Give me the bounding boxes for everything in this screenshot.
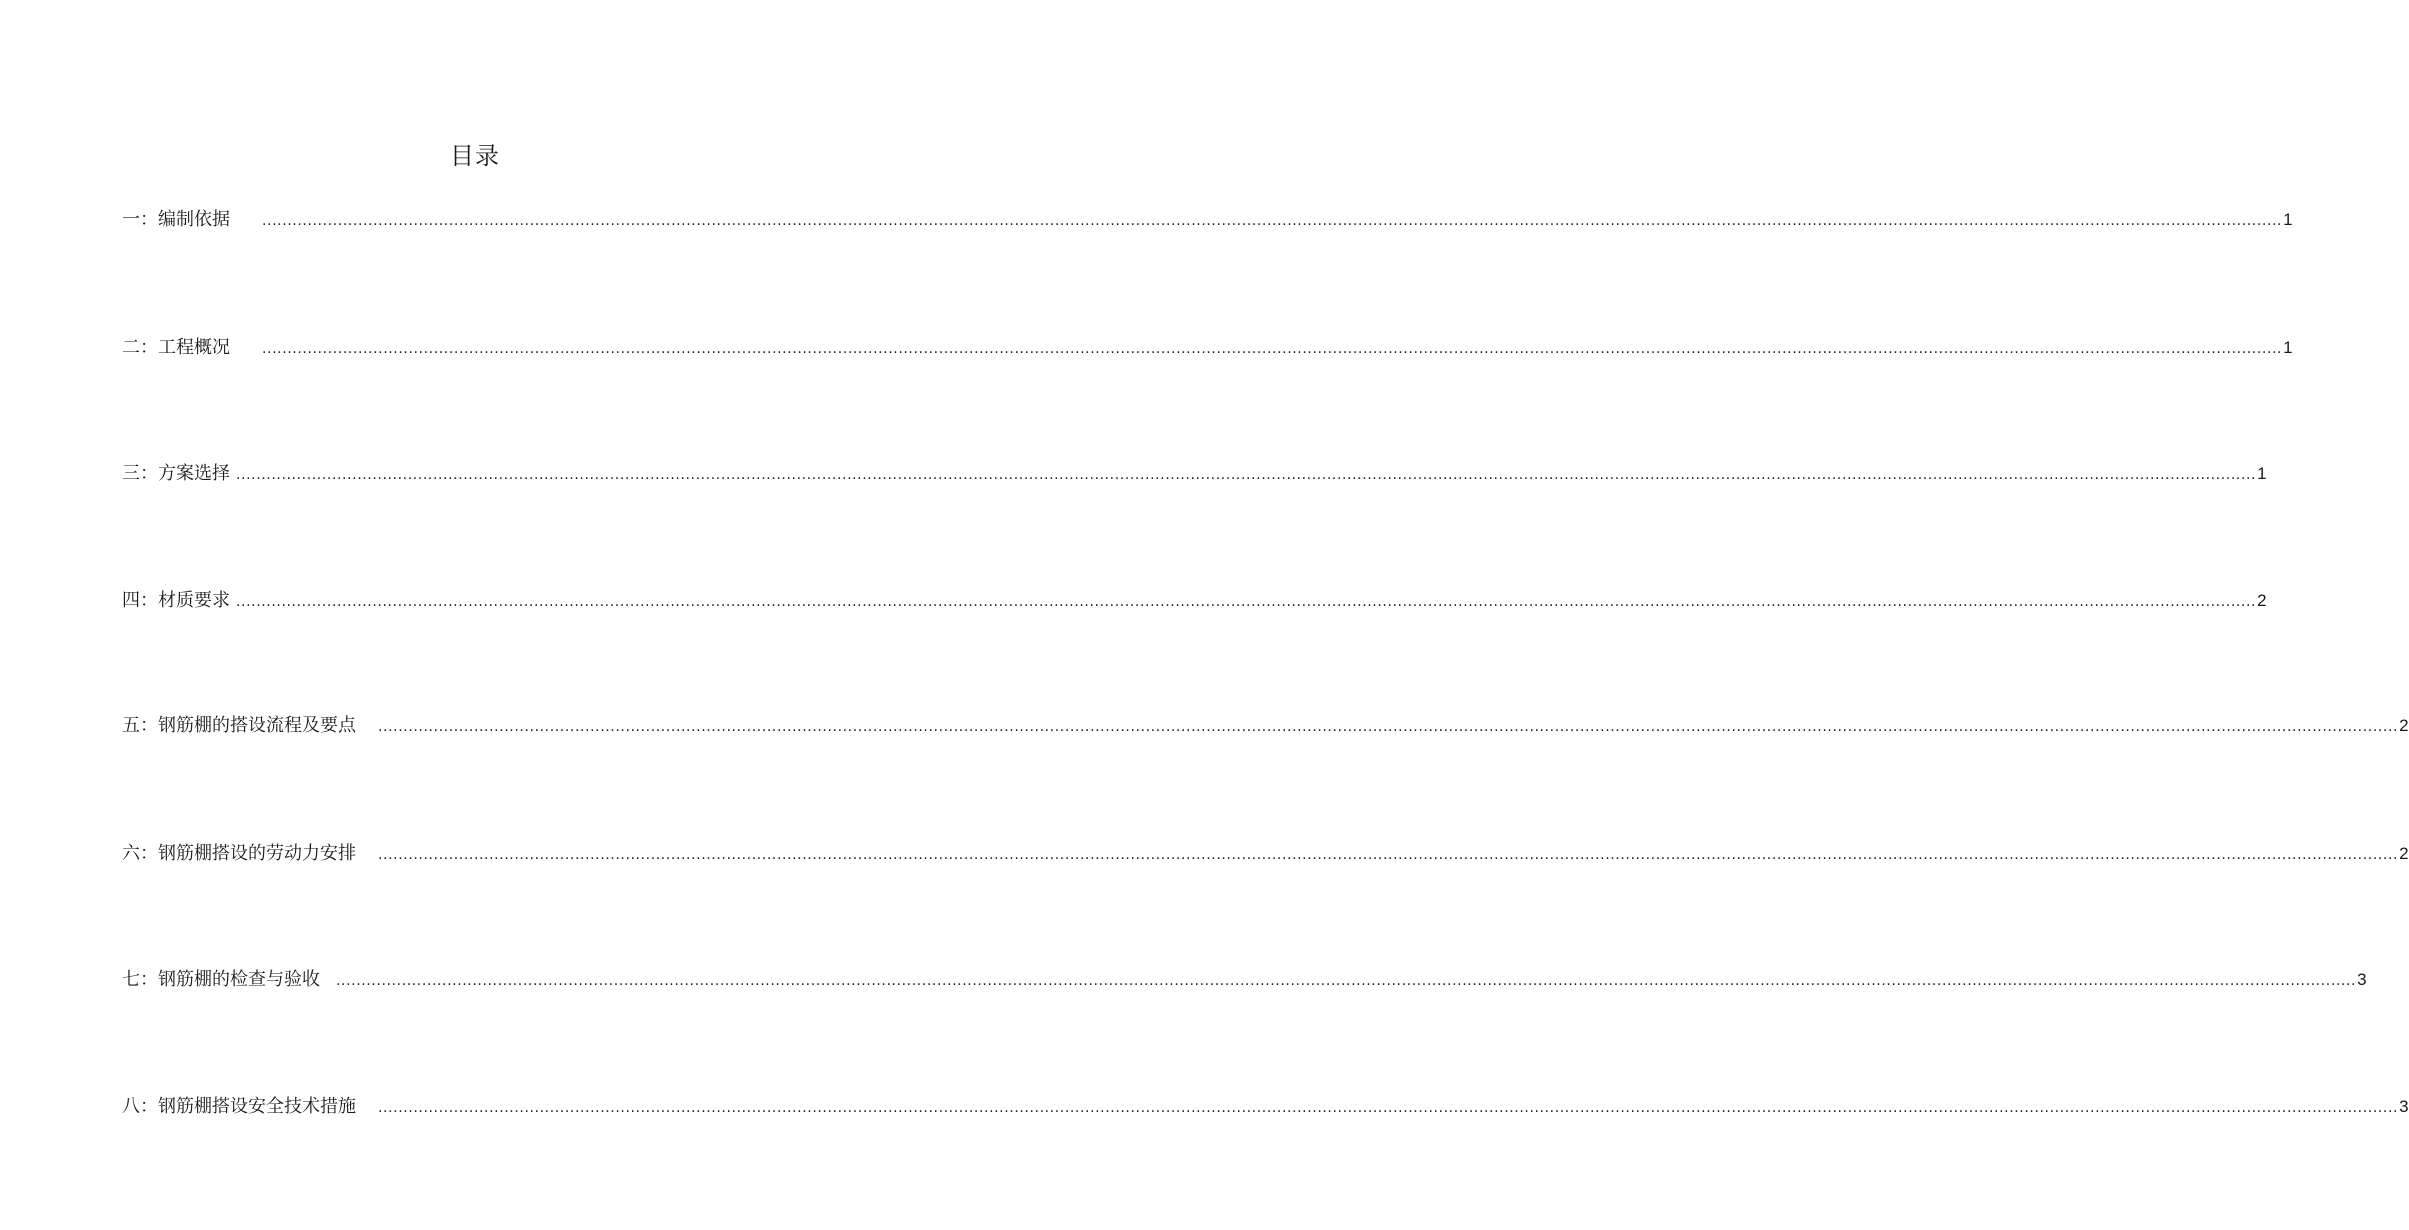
toc-leader-dots: ................................................................................................................................................................................................................................................................................................................................................................................................................	[262, 341, 2283, 357]
toc-page-number: 3	[2399, 1097, 2409, 1116]
toc-leader-dots: ................................................................................................................................................................................................................................................................................................................................................................................................................	[262, 213, 2283, 229]
toc-page-number: 1	[2283, 210, 2293, 229]
toc-entry-label: 七：钢筋棚的检查与验收	[122, 969, 320, 990]
toc-page-number: 3	[2357, 970, 2367, 989]
toc-entry-7[interactable]	[122, 968, 2367, 992]
toc-entry-2[interactable]	[122, 336, 2293, 360]
toc-entry-label: 二：工程概况	[122, 337, 230, 358]
toc-leader-dots: ................................................................................................................................................................................................................................................................................................................................................................................................................	[336, 973, 2357, 989]
toc-entry-5[interactable]	[122, 714, 2409, 738]
toc-entry-8[interactable]	[122, 1095, 2409, 1119]
toc-page-number: 1	[2283, 338, 2293, 357]
toc-page-number: 1	[2257, 464, 2267, 483]
toc-leader-dots: ................................................................................................................................................................................................................................................................................................................................................................................................................	[378, 847, 2399, 863]
toc-entry-label: 五：钢筋棚的搭设流程及要点	[122, 715, 356, 736]
toc-entry-label: 八：钢筋棚搭设安全技术措施	[122, 1096, 356, 1117]
toc-leader-dots: ................................................................................................................................................................................................................................................................................................................................................................................................................	[236, 467, 2257, 483]
toc-entry-3[interactable]	[122, 462, 2267, 486]
toc-leader-dots: ................................................................................................................................................................................................................................................................................................................................................................................................................	[378, 719, 2399, 735]
toc-entry-label: 六：钢筋棚搭设的劳动力安排	[122, 843, 356, 864]
toc-page-number: 2	[2257, 591, 2267, 610]
toc-entry-1[interactable]	[122, 208, 2293, 232]
toc-entry-label: 四：材质要求	[122, 590, 230, 611]
toc-entry-6[interactable]	[122, 842, 2409, 866]
toc-entry-label: 三：方案选择	[122, 463, 230, 484]
toc-page-number: 2	[2399, 716, 2409, 735]
toc-title: 目录	[450, 142, 500, 170]
toc-page-number: 2	[2399, 844, 2409, 863]
toc-leader-dots: ................................................................................................................................................................................................................................................................................................................................................................................................................	[236, 594, 2257, 610]
toc-entry-4[interactable]	[122, 589, 2267, 613]
toc-entry-label: 一：编制依据	[122, 209, 230, 230]
toc-leader-dots: ................................................................................................................................................................................................................................................................................................................................................................................................................	[378, 1100, 2399, 1116]
